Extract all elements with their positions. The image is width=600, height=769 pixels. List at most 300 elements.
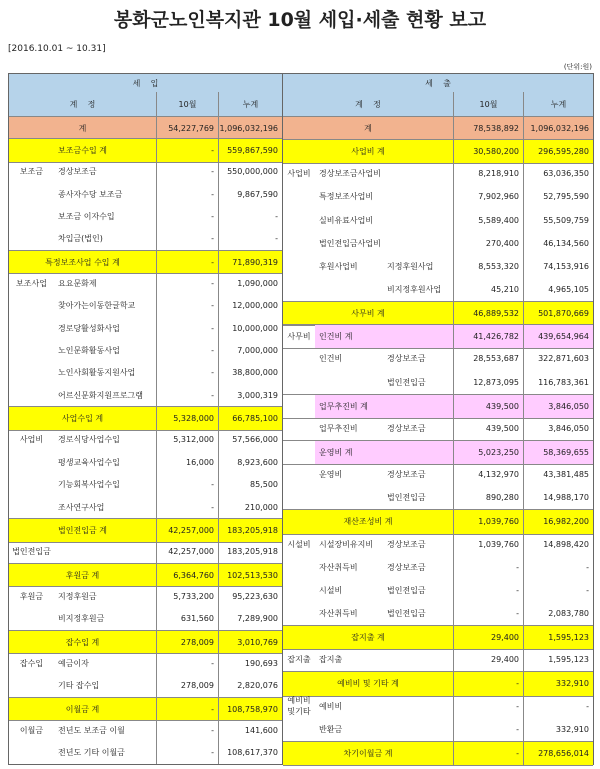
- expense-cumulative-value: 116,783,361: [523, 371, 593, 394]
- income-month-value: 5,312,000: [156, 429, 218, 451]
- expense-account: 시설비: [319, 585, 343, 595]
- income-category: [9, 496, 54, 518]
- income-cumulative-value: 141,600: [218, 719, 282, 741]
- income-cumulative-value: 108,617,370: [218, 742, 282, 764]
- expense-account: 잡지출 계: [351, 633, 385, 643]
- expense-cumulative-value: 4,965,105: [523, 278, 593, 301]
- expense-account: 잡지출: [319, 655, 343, 665]
- income-month-value: -: [156, 742, 218, 764]
- expense-month-value: -: [453, 695, 523, 718]
- expense-category: [283, 463, 315, 486]
- expense-month-value: 270,400: [453, 232, 523, 255]
- income-category: 보조사업: [16, 279, 47, 289]
- expense-month-value: 5,023,250: [453, 441, 523, 464]
- expense-category: [283, 395, 315, 418]
- income-account: 종사자수당 보조금: [58, 189, 123, 199]
- expense-account: 사업비 계: [351, 147, 385, 157]
- income-month-value: -: [156, 272, 218, 294]
- expense-account: 업무추진비: [319, 423, 358, 433]
- income-cumulative-value: 210,000: [218, 496, 282, 518]
- income-account: [54, 541, 156, 563]
- expense-row: [283, 556, 593, 579]
- expense-month-value: 29,400: [453, 626, 523, 649]
- expense-cumulative-value: 16,982,200: [523, 510, 593, 533]
- income-row: [9, 138, 282, 162]
- income-row: [9, 496, 282, 518]
- income-row: [9, 474, 282, 496]
- income-month-value: 278,009: [156, 631, 218, 653]
- expense-row: [283, 671, 593, 696]
- income-row: [9, 295, 282, 317]
- income-category: [9, 339, 54, 361]
- expense-row: [283, 209, 593, 232]
- income-account: 예금이자: [58, 658, 89, 668]
- expense-month-value: -: [453, 718, 523, 741]
- expense-cumulative-value: 278,656,014: [523, 742, 593, 765]
- income-category: [9, 451, 54, 473]
- expense-cumulative-value: 52,795,590: [523, 185, 593, 208]
- expense-account: 재산조성비 계: [343, 517, 393, 527]
- expense-subaccount: [383, 648, 453, 671]
- expense-row: [283, 417, 593, 440]
- income-account: 지정후원금: [58, 591, 97, 601]
- expense-month-value: -: [453, 602, 523, 625]
- expense-account: 실비유료사업비: [319, 215, 374, 225]
- expense-account: 법인전입금사업비: [319, 238, 381, 248]
- income-account: 특정보조사업 수입 계: [45, 257, 120, 267]
- income-month-value: -: [156, 139, 218, 161]
- income-category: [9, 317, 54, 339]
- income-category: 잡수입: [19, 658, 44, 668]
- income-cumulative-value: 3,010,769: [218, 631, 282, 653]
- income-cumulative-value: 108,758,970: [218, 698, 282, 720]
- income-cumulative-value: 559,867,590: [218, 139, 282, 161]
- expense-category: [283, 441, 315, 464]
- expense-row: [283, 301, 593, 326]
- expense-cumulative-value: 43,381,485: [523, 463, 593, 486]
- expense-subaccount: 법인전입금: [387, 493, 426, 503]
- expense-row: [283, 648, 593, 671]
- expense-row: [283, 463, 593, 486]
- income-category: [9, 742, 54, 764]
- expense-cumulative-value: 3,846,050: [523, 395, 593, 418]
- income-row: [9, 183, 282, 205]
- expense-cumulative-value: 58,369,655: [523, 441, 593, 464]
- income-table: [8, 73, 283, 765]
- expense-category: 잡지출: [287, 655, 311, 665]
- income-row: [9, 630, 282, 654]
- expense-cumulative-value: 14,988,170: [523, 486, 593, 509]
- income-cumulative-value: 3,000,319: [218, 384, 282, 406]
- income-header-title: 세 입: [132, 78, 159, 88]
- expense-cumulative-value: 55,509,759: [523, 209, 593, 232]
- expense-month-value: 5,589,400: [453, 209, 523, 232]
- expense-account: 후원사업비: [319, 261, 358, 271]
- expense-account: [315, 371, 383, 394]
- expense-month-value: 41,426,782: [453, 325, 523, 348]
- income-month-value: -: [156, 362, 218, 384]
- expense-cumulative-value: 3,846,050: [523, 417, 593, 440]
- expense-cumulative-value: 74,153,916: [523, 255, 593, 278]
- income-row: [9, 161, 282, 183]
- income-month-value: -: [156, 339, 218, 361]
- income-cumulative-value: 550,000,000: [218, 161, 282, 183]
- income-row: [9, 719, 282, 741]
- income-month-value: 54,227,769: [156, 117, 218, 139]
- income-category: [9, 608, 54, 630]
- income-account: 경로당활성화사업: [58, 323, 120, 333]
- income-row: [9, 384, 282, 406]
- income-row: [9, 563, 282, 587]
- expense-row: [283, 695, 593, 718]
- expense-row: [283, 162, 593, 185]
- expense-cumulative-value: 332,910: [523, 672, 593, 695]
- income-account: 평생교육사업수입: [58, 457, 120, 467]
- expense-account: 운영비: [319, 470, 343, 480]
- expense-subaccount: 지정후원사업: [387, 261, 434, 271]
- income-cumulative-value: 57,566,000: [218, 429, 282, 451]
- expense-cumulative-value: 332,910: [523, 718, 593, 741]
- income-row: [9, 205, 282, 227]
- income-account: 기타 잡수입: [58, 681, 100, 691]
- expense-row: [283, 371, 593, 394]
- income-cumulative-value: 9,867,590: [218, 183, 282, 205]
- expense-month-value: 890,280: [453, 486, 523, 509]
- expense-account: 경상보조금사업비: [319, 169, 381, 179]
- income-month-value: -: [156, 161, 218, 183]
- expense-row: [283, 741, 593, 766]
- income-header: [9, 74, 282, 93]
- income-category: [9, 295, 54, 317]
- expense-category: [283, 209, 315, 232]
- expense-account: 운영비 계: [319, 448, 353, 458]
- expense-account: 차기이월금 계: [343, 748, 393, 758]
- expense-cumulative-value: 501,870,669: [523, 302, 593, 325]
- expense-row: [283, 440, 593, 465]
- expense-cumulative-value: -: [523, 556, 593, 579]
- expense-row: [283, 509, 593, 534]
- income-month-value: 42,257,000: [156, 541, 218, 563]
- expense-category: [283, 579, 315, 602]
- income-row: [9, 451, 282, 473]
- expense-account: 업무추진비 계: [319, 401, 368, 411]
- expense-col-month: 10월: [453, 92, 523, 116]
- income-row: [9, 339, 282, 361]
- income-account: 조사연구사업: [58, 502, 105, 512]
- income-month-value: -: [156, 317, 218, 339]
- income-month-value: -: [156, 183, 218, 205]
- income-account: 전년도 보조금 이월: [58, 725, 125, 735]
- expense-row: [283, 278, 593, 301]
- expense-row: [283, 139, 593, 164]
- expense-subaccount: 법인전입금: [387, 377, 426, 387]
- expense-account: [315, 486, 383, 509]
- income-account: 법인전입금 계: [58, 525, 107, 535]
- expense-account: 자산취득비: [319, 609, 358, 619]
- income-category: 사업비: [19, 435, 44, 445]
- income-month-value: -: [156, 496, 218, 518]
- expense-subaccount: [383, 162, 453, 185]
- income-category: [9, 205, 54, 227]
- income-cumulative-value: 190,693: [218, 652, 282, 674]
- expense-row: [283, 347, 593, 370]
- expense-category: 시설비: [287, 539, 311, 549]
- expense-subaccount: 경상보조금: [387, 354, 426, 364]
- expense-cumulative-value: 1,096,032,196: [523, 117, 593, 140]
- income-account: 이월금 계: [65, 704, 100, 714]
- expense-cumulative-value: 322,871,603: [523, 347, 593, 370]
- expense-subaccount: [383, 718, 453, 741]
- income-category: [9, 228, 54, 250]
- expense-row: [283, 255, 593, 278]
- expense-cumulative-value: 1,595,123: [523, 648, 593, 671]
- income-cumulative-value: 66,785,100: [218, 407, 282, 429]
- expense-subaccount: [383, 185, 453, 208]
- income-month-value: -: [156, 474, 218, 496]
- income-category: 보조금: [19, 167, 44, 177]
- expense-col-account: 계 정: [355, 99, 381, 109]
- expense-subaccount: 경상보조금: [387, 423, 426, 433]
- income-account: 계: [78, 123, 87, 133]
- expense-account: [315, 278, 383, 301]
- income-account: 보조금 이자수입: [58, 212, 115, 222]
- income-category: [9, 675, 54, 697]
- expense-subaccount: 경상보조금: [387, 562, 426, 572]
- income-col-month: 10월: [156, 92, 218, 116]
- expense-account: 예비비 및 기타 계: [337, 679, 399, 689]
- expense-header: [283, 74, 593, 93]
- income-cumulative-value: 1,096,032,196: [218, 117, 282, 139]
- income-row: [9, 250, 282, 274]
- income-category: [9, 362, 54, 384]
- income-row: [9, 697, 282, 721]
- income-category: [9, 384, 54, 406]
- expense-account: 계: [364, 124, 372, 134]
- expense-row: [283, 394, 593, 419]
- income-month-value: -: [156, 295, 218, 317]
- expense-subaccount: 비지정후원사업: [387, 285, 442, 295]
- expense-month-value: 4,132,970: [453, 463, 523, 486]
- expense-subaccount: [383, 209, 453, 232]
- income-row: [9, 429, 282, 451]
- expense-account: 사무비 계: [351, 309, 385, 319]
- report-period: [2016.10.01 ~ 10.31]: [8, 44, 106, 54]
- expense-category: [283, 278, 315, 301]
- income-row: [9, 608, 282, 630]
- income-category: 후원금: [19, 591, 44, 601]
- income-column-headers: [9, 92, 282, 117]
- expense-month-value: -: [453, 556, 523, 579]
- expense-account: 반환금: [319, 724, 343, 734]
- report-title: 봉화군노인복지관 10월 세입·세출 현황 보고: [113, 9, 487, 31]
- income-row: [9, 675, 282, 697]
- income-account: 찾아가는이동한글학교: [58, 301, 136, 311]
- income-month-value: -: [156, 652, 218, 674]
- unit-label: (단위:원): [563, 63, 592, 71]
- income-account: 비지정후원금: [58, 614, 105, 624]
- income-row: [9, 518, 282, 542]
- expense-month-value: 29,400: [453, 648, 523, 671]
- expense-category: [283, 556, 315, 579]
- expense-cumulative-value: 439,654,964: [523, 325, 593, 348]
- expense-month-value: 7,902,960: [453, 185, 523, 208]
- expense-subaccount: [383, 232, 453, 255]
- income-account: 노인사회활동지원사업: [58, 368, 136, 378]
- income-cumulative-value: 12,000,000: [218, 295, 282, 317]
- expense-month-value: 28,553,687: [453, 347, 523, 370]
- expense-row: [283, 718, 593, 741]
- expense-category: [283, 347, 315, 370]
- income-cumulative-value: 85,500: [218, 474, 282, 496]
- expense-category: 사무비: [287, 332, 311, 342]
- expense-month-value: -: [453, 579, 523, 602]
- income-account: 기능회복사업수입: [58, 480, 120, 490]
- income-row: [9, 116, 282, 140]
- expense-month-value: 45,210: [453, 278, 523, 301]
- income-category: 이월금: [19, 725, 44, 735]
- expense-column-headers: [283, 92, 593, 117]
- income-account: 경로식당사업수입: [58, 435, 120, 445]
- expense-category: [283, 232, 315, 255]
- expense-row: [283, 579, 593, 602]
- income-cumulative-value: -: [218, 205, 282, 227]
- expense-subaccount: 경상보조금: [387, 539, 426, 549]
- income-account: 경상보조금: [58, 167, 97, 177]
- expense-account: 인건비 계: [319, 332, 353, 342]
- expense-category: [283, 371, 315, 394]
- income-account: 잡수입 계: [65, 637, 100, 647]
- income-row: [9, 541, 282, 563]
- income-account: 노인문화활동사업: [58, 346, 120, 356]
- expense-cumulative-value: 14,898,420: [523, 533, 593, 556]
- income-account: 보조금수입 계: [58, 146, 107, 156]
- expense-row: [283, 324, 593, 349]
- expense-month-value: -: [453, 742, 523, 765]
- expense-month-value: 1,039,760: [453, 510, 523, 533]
- income-row: [9, 652, 282, 674]
- expense-month-value: -: [453, 672, 523, 695]
- income-month-value: -: [156, 698, 218, 720]
- income-cumulative-value: 71,890,319: [218, 251, 282, 273]
- income-cumulative-value: 8,923,600: [218, 451, 282, 473]
- income-month-value: 5,733,200: [156, 585, 218, 607]
- income-account: 요요문화제: [58, 279, 97, 289]
- expense-category: [283, 486, 315, 509]
- expense-row: [283, 602, 593, 625]
- income-account: 어르신문화지원프로그램: [58, 390, 144, 400]
- income-month-value: 631,560: [156, 608, 218, 630]
- expense-row: [283, 232, 593, 255]
- expense-category: 예비비 및기타: [287, 696, 311, 717]
- expense-cumulative-value: 1,595,123: [523, 626, 593, 649]
- income-month-value: 5,328,000: [156, 407, 218, 429]
- income-row: [9, 272, 282, 294]
- expense-row: [283, 185, 593, 208]
- income-category: [9, 183, 54, 205]
- expense-account: 예비비: [319, 701, 343, 711]
- expense-month-value: 12,873,095: [453, 371, 523, 394]
- income-cumulative-value: -: [218, 228, 282, 250]
- expense-subaccount: 경상보조금: [387, 470, 426, 480]
- income-cumulative-value: 183,205,918: [218, 519, 282, 541]
- income-cumulative-value: 95,223,630: [218, 585, 282, 607]
- expense-table: [282, 73, 594, 765]
- expense-month-value: 439,500: [453, 395, 523, 418]
- expense-cumulative-value: 296,595,280: [523, 140, 593, 163]
- income-row: [9, 585, 282, 607]
- expense-cumulative-value: -: [523, 695, 593, 718]
- income-month-value: -: [156, 384, 218, 406]
- expense-month-value: 439,500: [453, 417, 523, 440]
- income-account: 후원금 계: [65, 570, 100, 580]
- expense-month-value: 46,889,532: [453, 302, 523, 325]
- income-row: [9, 362, 282, 384]
- income-col-cumulative: 누계: [218, 92, 282, 116]
- expense-cumulative-value: 2,083,780: [523, 602, 593, 625]
- expense-col-cumulative: 누계: [523, 92, 593, 116]
- expense-month-value: 8,218,910: [453, 162, 523, 185]
- expense-account: 특정보조사업비: [319, 192, 374, 202]
- income-account: 전년도 기타 이월금: [58, 748, 125, 758]
- expense-row: [283, 533, 593, 556]
- expense-subaccount: 법인전입금: [387, 585, 426, 595]
- income-account: 차입금(법인): [58, 234, 103, 244]
- expense-cumulative-value: 46,134,560: [523, 232, 593, 255]
- expense-cumulative-value: 63,036,350: [523, 162, 593, 185]
- income-month-value: -: [156, 228, 218, 250]
- expense-row: [283, 116, 593, 141]
- income-month-value: 16,000: [156, 451, 218, 473]
- expense-cumulative-value: -: [523, 579, 593, 602]
- expense-month-value: 1,039,760: [453, 533, 523, 556]
- expense-month-value: 8,553,320: [453, 255, 523, 278]
- expense-account: 인건비: [319, 354, 343, 364]
- expense-month-value: 78,538,892: [453, 117, 523, 140]
- income-month-value: -: [156, 719, 218, 741]
- expense-category: 사업비: [287, 169, 311, 179]
- income-account: 사업수입 계: [61, 414, 104, 424]
- expense-category: [283, 255, 315, 278]
- income-month-value: -: [156, 251, 218, 273]
- income-cumulative-value: 102,513,530: [218, 564, 282, 586]
- income-row: [9, 406, 282, 430]
- expense-category: [283, 185, 315, 208]
- income-cumulative-value: 7,000,000: [218, 339, 282, 361]
- income-month-value: 278,009: [156, 675, 218, 697]
- expense-account: 자산취득비: [319, 562, 358, 572]
- income-cumulative-value: 10,000,000: [218, 317, 282, 339]
- income-row: [9, 228, 282, 250]
- income-row: [9, 742, 282, 764]
- expense-row: [283, 625, 593, 650]
- income-month-value: 42,257,000: [156, 519, 218, 541]
- income-cumulative-value: 7,289,900: [218, 608, 282, 630]
- expense-subaccount: [383, 695, 453, 718]
- expense-header-title: 세 출: [425, 78, 451, 88]
- income-row: [9, 317, 282, 339]
- income-month-value: 6,364,760: [156, 564, 218, 586]
- income-col-account: 계 정: [69, 99, 96, 109]
- income-cumulative-value: 183,205,918: [218, 541, 282, 563]
- income-month-value: -: [156, 205, 218, 227]
- income-cumulative-value: 1,090,000: [218, 272, 282, 294]
- expense-account: 시설장비유지비: [319, 539, 374, 549]
- expense-category: [283, 718, 315, 741]
- expense-category: [283, 602, 315, 625]
- income-category: [9, 474, 54, 496]
- income-cumulative-value: 2,820,076: [218, 675, 282, 697]
- expense-subaccount: 법인전입금: [387, 609, 426, 619]
